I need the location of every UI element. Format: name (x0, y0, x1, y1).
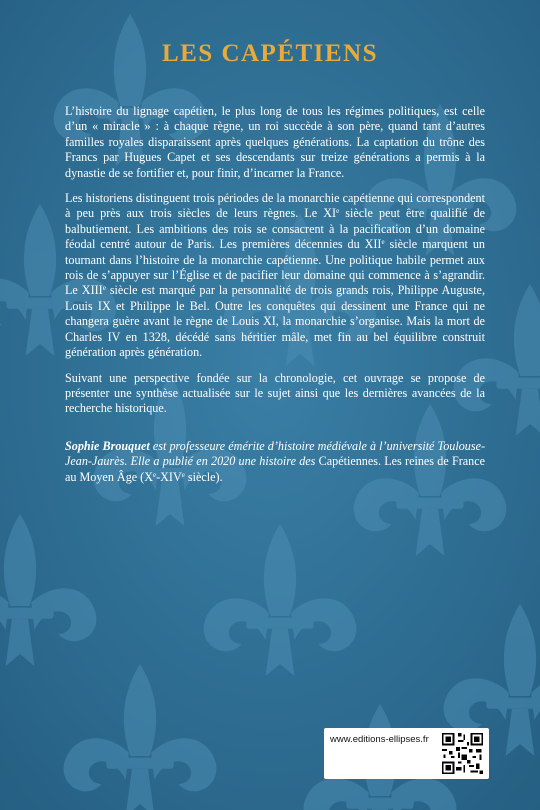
book-title: LES CAPÉTIENS (161, 40, 379, 67)
paragraph-periods: Les historiens distinguent trois périodes de la monarchie capétienne qui correspondent à peu près aux trois siècles de leurs règnes. Le XIe siècle peut être qualifié de balbutiement. Les ambitions des rois se consacrent à la pacification d’un domaine féodal centré autour de Paris. Les premières décennies du XIIe siècle marquent un tournant dans l’histoire de la monarchie capétienne. Une politique habile permet aux rois de s’appuyer sur l’Église et de pacifier leur domaine qui commence à s’agrandir. Le XIIIe siècle est marqué par la personnalité de trois grands rois, Philippe Auguste, Louis IX et Philippe le Bel. Outre les conquêtes qui dessinent une France qui ne changera guère avant le règne de Louis XI, la monarchie s’organise. Mais la mort de Charles IV en 1328, décédé sans héritier mâle, met fin au bel équilibre construit génération après génération. (65, 191, 485, 360)
author-bio: Sophie Brouquet est professeure émérite d’histoire médiévale à l’université Toulouse-Jean-Jaurès. Elle a publié en 2020 une histoire des Capétiennes. Les reines de France au Moyen Âge (Xe-XIVe siècle). (65, 438, 486, 484)
author-name: Sophie Brouquet (65, 438, 150, 453)
back-cover-text (65, 104, 485, 495)
publisher-url[interactable]: www.editions-ellipses.fr (330, 734, 429, 745)
book-reference: Capétiennes. Les reines de France au Moyen Âge (Xe-XIVe siècle). (65, 454, 485, 484)
qr-code-icon (440, 731, 485, 776)
publisher-label (324, 728, 489, 779)
paragraph-intro: L’histoire du lignage capétien, le plus long de tous les régimes politiques, est celle d’un « miracle » : à chaque règne, un roi succède à son père, quand tant d’autres familles royales disparaissent après quelques générations. La captation du trône des Francs par Hugues Capet et ses descendants sur treize générations a permis à la dynastie de se fortifier et, pour finir, d’incarner la France. (65, 104, 485, 180)
paragraph-purpose: Suivant une perspective fondée sur la chronologie, cet ouvrage se propose de présenter une synthèse actualisée sur le sujet ainsi que les dernières avancées de la recherche historique. (65, 370, 485, 416)
